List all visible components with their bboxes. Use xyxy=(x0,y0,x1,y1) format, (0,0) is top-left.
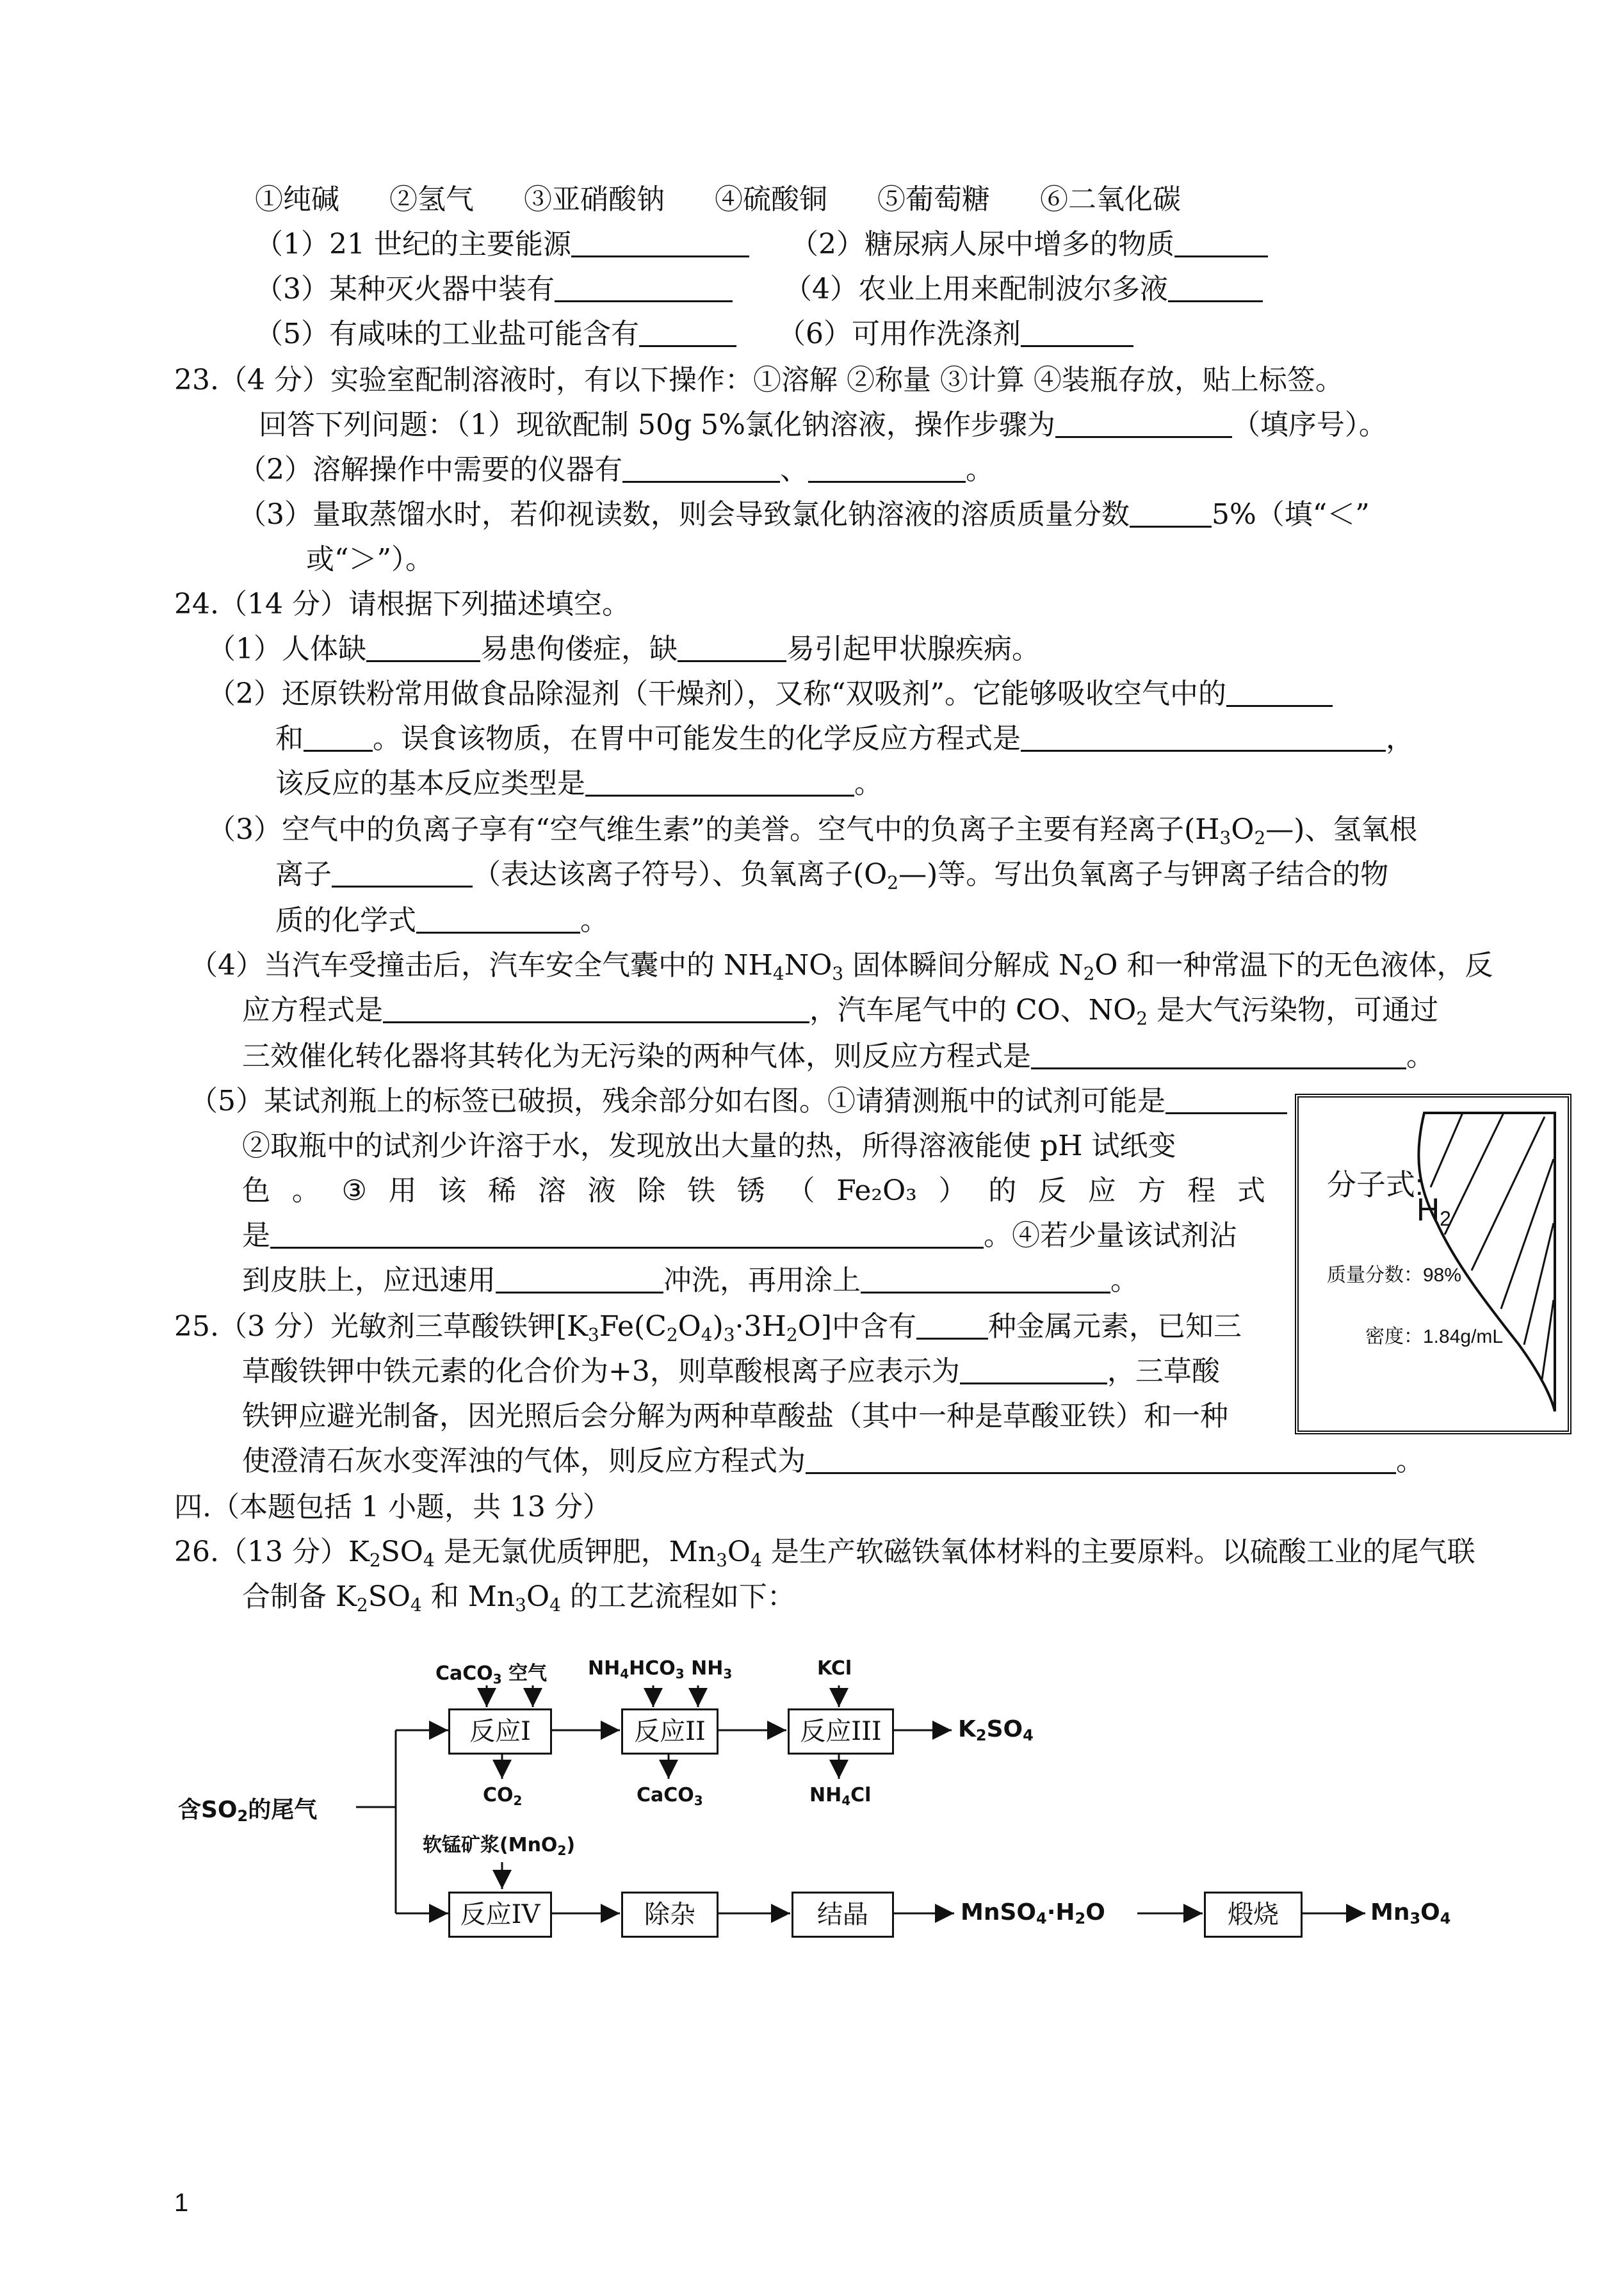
flow-text: HCO xyxy=(629,1657,676,1680)
q24-text: ， xyxy=(1386,722,1414,755)
q24-s4-line2 xyxy=(242,991,1438,1030)
section-four-heading: 四.（本题包括 1 小题，共 13 分） xyxy=(174,1491,611,1523)
q26-text: O xyxy=(526,1580,550,1613)
intermediate-mnso4-h2o xyxy=(961,1899,1105,1926)
q24-s5-char: 式 xyxy=(1237,1174,1265,1207)
q26-text: 合制备 K xyxy=(242,1580,357,1613)
flow-text: Cl xyxy=(850,1784,872,1806)
input-kcl: KCl xyxy=(817,1657,852,1680)
subscript: 3 xyxy=(515,1594,526,1616)
q22-item3: （3）某种灭火器中装有 xyxy=(255,273,555,305)
subscript: 3 xyxy=(832,963,844,984)
flow-text: NH xyxy=(809,1784,842,1806)
answer-blank[interactable] xyxy=(496,1263,663,1293)
flow-text: ·H xyxy=(1046,1899,1075,1926)
q24-s3-line2 xyxy=(275,856,1388,894)
q25-text: O xyxy=(678,1310,701,1343)
purify-box: 除杂 xyxy=(621,1892,719,1938)
option-4: ④硫酸铜 xyxy=(715,183,827,216)
q24-text: ，汽车尾气中的 CO、NO xyxy=(809,994,1137,1026)
subscript: 2 xyxy=(1083,963,1095,984)
q26-text: 是无氯优质钾肥，Mn xyxy=(434,1536,717,1568)
q25-text: 25.（3 分）光敏剂三草酸铁钾[K xyxy=(174,1310,588,1343)
label-formula xyxy=(1417,1191,1451,1228)
input-pyrolusite-slurry xyxy=(423,1829,575,1857)
subscript: 4 xyxy=(772,963,784,984)
q24-text: O xyxy=(1231,813,1255,846)
q24-text: （1）人体缺 xyxy=(207,633,366,665)
subscript: 2 xyxy=(975,1726,987,1744)
q22-item5: （5）有咸味的工业盐可能含有 xyxy=(255,318,639,350)
subscript: 3 xyxy=(694,1793,703,1808)
q23-text: 5%（填“＜” xyxy=(1212,498,1370,531)
q24-s5-char: 用 xyxy=(388,1174,417,1207)
q22-item2: （2）糖尿病人尿中增多的物质 xyxy=(790,228,1174,261)
q22-item6: （6）可用作洗涤剂 xyxy=(777,318,1021,350)
q24-s5-char: ） xyxy=(938,1174,967,1207)
flow-text: 的尾气 xyxy=(248,1797,318,1823)
flow-text: 软锰矿浆(MnO xyxy=(423,1834,558,1856)
label-mass-fraction: 质量分数：98% xyxy=(1327,1265,1462,1286)
flow-text: SO xyxy=(986,1716,1023,1742)
answer-blank[interactable] xyxy=(622,453,780,483)
q26-line1 xyxy=(174,1533,1475,1571)
subscript: 4 xyxy=(620,1666,629,1682)
q26-text: SO xyxy=(368,1580,410,1613)
label-formula-caption: 分子式: xyxy=(1327,1168,1424,1201)
subscript: 4 xyxy=(751,1550,762,1571)
subscript: 2 xyxy=(786,1324,798,1345)
q22-row2 xyxy=(255,270,1263,309)
q24-text: 应方程式是 xyxy=(242,994,383,1026)
subscript: 2 xyxy=(356,1594,368,1616)
q24-text: （5）某试剂瓶上的标签已破损，残余部分如右图。①请猜测瓶中的试剂可能是 xyxy=(190,1085,1165,1117)
q23-text: 、 xyxy=(780,453,808,486)
q24-text: （3）空气中的负离子享有“空气维生素”的美誉。空气中的负离子主要有羟离子(H xyxy=(207,813,1220,846)
flow-text: NH xyxy=(684,1657,724,1680)
subscript: 2 xyxy=(1440,1207,1451,1230)
subscript: 3 xyxy=(723,1324,735,1345)
subscript: 3 xyxy=(675,1666,685,1682)
q24-s5-char: 应 xyxy=(1087,1174,1116,1207)
q22-item1: （1）21 世纪的主要能源 xyxy=(255,228,571,261)
answer-blank[interactable] xyxy=(1021,317,1133,347)
answer-blank[interactable] xyxy=(1055,408,1232,438)
q25-text: ·3H xyxy=(735,1310,786,1343)
subscript: 4 xyxy=(1440,1910,1451,1927)
q25-line4 xyxy=(242,1442,1424,1480)
options-line xyxy=(255,181,1181,219)
answer-blank[interactable] xyxy=(1168,272,1263,302)
q24-s5-line2: ②取瓶中的试剂少许溶于水，发现放出大量的热，所得溶液能使 pH 试纸变 xyxy=(242,1130,1176,1162)
q24-text: 易患佝偻症，缺 xyxy=(480,633,678,665)
flow-text: Mn xyxy=(1370,1899,1410,1926)
q24-s5-char: 色 xyxy=(242,1174,270,1207)
answer-blank[interactable] xyxy=(806,1444,1396,1474)
q25-text: 种金属元素，已知三 xyxy=(988,1310,1242,1343)
q25-text: 草酸铁钾中铁元素的化合价为+3，则草酸根离子应表示为 xyxy=(242,1355,960,1388)
subscript: 3 xyxy=(1219,827,1231,848)
subscript: 3 xyxy=(1409,1910,1421,1927)
q24-s5-line4 xyxy=(242,1217,1237,1255)
q22-item4: （4）农业上用来配制波尔多液 xyxy=(784,273,1168,305)
product-mn3o4 xyxy=(1370,1899,1450,1926)
input-nh4hco3-nh3 xyxy=(588,1657,732,1680)
q24-text: （2）还原铁粉常用做食品除湿剂（干燥剂），又称“双吸剂”。它能够吸收空气中的 xyxy=(207,677,1226,710)
subscript: 2 xyxy=(557,1843,567,1858)
q23-text: 。 xyxy=(966,453,994,486)
q24-text: 。 xyxy=(854,767,882,800)
q24-s5-char: 。 xyxy=(291,1174,320,1207)
flow-text: O xyxy=(1085,1899,1105,1926)
q23-line2 xyxy=(238,451,994,489)
q24-s5-char: 除 xyxy=(637,1174,666,1207)
q24-text: （表达该离子符号）、负氧离子(O xyxy=(473,858,888,891)
subscript: 3 xyxy=(716,1550,727,1571)
q24-s4-line1 xyxy=(190,946,1493,985)
q24-heading: 24.（14 分）请根据下列描述填空。 xyxy=(174,588,630,620)
q25-text: ，三草酸 xyxy=(1107,1355,1220,1388)
label-density: 密度：1.84g/mL xyxy=(1365,1326,1504,1347)
subscript: 4 xyxy=(423,1550,435,1571)
flow-text: NH xyxy=(588,1657,621,1680)
q24-s5-char: 程 xyxy=(1187,1174,1216,1207)
q24-s3-line1 xyxy=(207,811,1417,849)
flow-text: CaCO xyxy=(637,1784,694,1806)
answer-blank[interactable] xyxy=(916,1310,988,1340)
q26-text: SO xyxy=(380,1536,423,1568)
q26-text: 和 Mn xyxy=(421,1580,516,1613)
q24-s5-line1 xyxy=(190,1082,1287,1121)
q23-text: （2）溶解操作中需要的仪器有 xyxy=(238,453,622,486)
reactor-1-box: 反应I xyxy=(448,1708,552,1755)
q24-s4-line3 xyxy=(242,1037,1434,1076)
subscript: 4 xyxy=(1035,1910,1047,1927)
q24-text: 是 xyxy=(242,1219,270,1252)
q24-text: 。 xyxy=(580,904,608,937)
q23-text: （3）量取蒸馏水时，若仰视读数，则会导致氯化钠溶液的溶质质量分数 xyxy=(238,498,1130,531)
q24-s2-line1 xyxy=(207,675,1333,713)
q25-line2 xyxy=(242,1352,1220,1391)
q24-s5-char: 该 xyxy=(438,1174,467,1207)
crystallize-box: 结晶 xyxy=(792,1892,894,1938)
q25-text: Fe(C xyxy=(599,1310,667,1343)
answer-blank[interactable] xyxy=(332,857,473,888)
q26-text: 26.（13 分）K xyxy=(174,1536,369,1568)
q24-text: 。④若少量该试剂沾 xyxy=(984,1219,1237,1252)
output-co2 xyxy=(483,1784,522,1806)
reagent-label-figure xyxy=(1295,1094,1571,1434)
answer-blank[interactable] xyxy=(555,272,733,302)
flow-text: CO xyxy=(483,1784,514,1806)
flow-text: O xyxy=(1420,1899,1440,1926)
q23-line1 xyxy=(259,406,1387,444)
q24-s5-line5 xyxy=(242,1261,1139,1300)
subscript: 2 xyxy=(666,1324,678,1345)
q24-text: 易引起甲状腺疾病。 xyxy=(786,633,1040,665)
q23-heading: 23.（4 分）实验室配制溶液时，有以下操作：①溶解 ②称量 ③计算 ④装瓶存放，贴上标签。 xyxy=(174,364,1344,396)
q26-line2 xyxy=(242,1578,795,1616)
q24-text: 是大气污染物，可通过 xyxy=(1148,994,1439,1026)
q25-text: 使澄清石灰水变浑浊的气体，则反应方程式为 xyxy=(242,1445,806,1477)
q24-s3-line3 xyxy=(275,902,608,940)
q24-s5-char: 锈 xyxy=(736,1174,765,1207)
flow-text: MnSO xyxy=(961,1899,1036,1926)
answer-blank[interactable] xyxy=(1165,1084,1287,1114)
q24-text: O 和一种常温下的无色液体，反 xyxy=(1094,949,1493,982)
subscript: 3 xyxy=(588,1324,599,1345)
page-number: 1 xyxy=(174,2189,189,2217)
answer-blank[interactable] xyxy=(678,632,786,662)
answer-blank[interactable] xyxy=(861,1263,1110,1293)
answer-blank[interactable] xyxy=(960,1354,1107,1384)
subscript: 3 xyxy=(723,1666,733,1682)
q23-text: 回答下列问题：（1）现欲配制 50g 5%氯化钠溶液，操作步骤为 xyxy=(259,409,1055,441)
q24-text: （4）当汽车受撞击后，汽车安全气囊中的 NH xyxy=(190,949,773,982)
q24-s5-char: 方 xyxy=(1137,1174,1166,1207)
reactor-2-box: 反应II xyxy=(621,1708,719,1755)
q26-text: 是生产软磁铁氧体材料的主要原料。以硫酸工业的尾气联 xyxy=(761,1536,1475,1568)
q24-s1 xyxy=(207,630,1040,669)
subscript: 4 xyxy=(410,1594,422,1616)
flow-text: CaCO xyxy=(435,1662,493,1685)
q24-s5-char: 铁 xyxy=(687,1174,716,1207)
answer-blank[interactable] xyxy=(270,1219,984,1249)
option-5: ⑤葡萄糖 xyxy=(877,183,990,216)
q24-text: —)、氢氧根 xyxy=(1265,813,1418,846)
subscript: 2 xyxy=(1075,1910,1086,1927)
q24-text: 固体瞬间分解成 N xyxy=(843,949,1084,982)
q24-s5-char: 稀 xyxy=(488,1174,517,1207)
flow-text: 含SO xyxy=(178,1797,238,1823)
answer-blank[interactable] xyxy=(1174,227,1268,257)
q23-line4: 或“＞”）。 xyxy=(306,543,434,576)
q25-line3: 铁钾应避光制备，因光照后会分解为两种草酸盐（其中一种是草酸亚铁）和一种 xyxy=(242,1400,1228,1432)
q24-text: 质的化学式 xyxy=(275,904,416,937)
q24-text: 。 xyxy=(1110,1264,1139,1297)
option-1: ①纯碱 xyxy=(255,183,339,216)
input-caco3-air xyxy=(435,1657,547,1685)
answer-blank[interactable] xyxy=(416,904,580,934)
q26-text: O xyxy=(727,1536,751,1568)
q24-text: NO xyxy=(784,949,832,982)
q24-s2-line3 xyxy=(275,765,882,803)
answer-blank[interactable] xyxy=(808,453,966,483)
q22-row1 xyxy=(255,225,1268,264)
feed-gas-label xyxy=(178,1792,317,1824)
answer-blank[interactable] xyxy=(1226,677,1333,707)
subscript: 2 xyxy=(237,1807,248,1825)
answer-blank[interactable] xyxy=(366,632,480,662)
subscript: 2 xyxy=(887,872,899,893)
answer-blank[interactable] xyxy=(585,766,854,797)
subscript: 4 xyxy=(549,1594,561,1616)
q24-text: 。 xyxy=(1406,1040,1434,1073)
subscript: 4 xyxy=(1023,1726,1034,1744)
q24-text: 三效催化转化器将其转化为无污染的两种气体，则反应方程式是 xyxy=(242,1040,1031,1073)
calcine-box: 煅烧 xyxy=(1204,1892,1303,1938)
q24-text: 冲洗，再用涂上 xyxy=(663,1264,861,1297)
subscript: 3 xyxy=(492,1671,502,1687)
reactor-3-box: 反应III xyxy=(788,1708,894,1755)
subscript: 4 xyxy=(701,1324,713,1345)
subscript: 2 xyxy=(1136,1008,1148,1029)
flow-text: K xyxy=(958,1716,976,1742)
answer-blank[interactable] xyxy=(1130,498,1212,528)
option-6: ⑥二氧化碳 xyxy=(1040,183,1181,216)
q24-s2-line2 xyxy=(275,720,1414,758)
q25-line1 xyxy=(174,1308,1242,1346)
q24-s5-char: 溶 xyxy=(537,1174,566,1207)
q24-s5-char: 液 xyxy=(587,1174,616,1207)
formula-text: H xyxy=(1417,1192,1440,1228)
q25-text: ) xyxy=(712,1310,724,1343)
q24-text: 。误食该物质，在胃中可能发生的化学反应方程式是 xyxy=(373,722,1021,755)
output-nh4cl xyxy=(809,1784,871,1806)
reactor-4-box: 反应IV xyxy=(448,1892,552,1938)
q24-text: 离子 xyxy=(275,858,332,891)
option-3: ③亚硝酸钠 xyxy=(524,183,665,216)
q24-s5-char: Fe₂O₃ xyxy=(836,1174,917,1207)
answer-blank[interactable] xyxy=(304,722,373,752)
q23-line3 xyxy=(238,496,1370,534)
q24-text: 到皮肤上，应迅速用 xyxy=(242,1264,496,1297)
q24-s5-char: 反 xyxy=(1037,1174,1066,1207)
q24-s5-line3 xyxy=(242,1172,1265,1210)
q25-text: O]中含有 xyxy=(797,1310,916,1343)
q24-s5-char: 的 xyxy=(988,1174,1017,1207)
q24-text: 该反应的基本反应类型是 xyxy=(275,767,585,800)
answer-blank[interactable] xyxy=(383,993,809,1023)
q26-text: 的工艺流程如下： xyxy=(560,1580,795,1613)
q22-row3 xyxy=(255,315,1133,353)
subscript: 2 xyxy=(369,1550,381,1571)
product-k2so4 xyxy=(958,1716,1034,1742)
output-caco3 xyxy=(637,1784,703,1806)
flow-text: 空气 xyxy=(501,1662,548,1685)
subscript: 4 xyxy=(841,1793,851,1808)
q25-text: 。 xyxy=(1396,1445,1424,1477)
answer-blank[interactable] xyxy=(1021,722,1386,752)
q24-s5-char: （ xyxy=(786,1174,815,1207)
answer-blank[interactable] xyxy=(639,317,736,347)
subscript: 2 xyxy=(513,1793,523,1808)
q24-text: —)等。写出负氧离子与钾离子结合的物 xyxy=(898,858,1389,891)
answer-blank[interactable] xyxy=(1031,1039,1406,1069)
q23-text: （填序号）。 xyxy=(1231,409,1387,441)
option-2: ②氢气 xyxy=(389,183,474,216)
answer-blank[interactable] xyxy=(571,227,749,257)
flow-text: ) xyxy=(566,1834,576,1856)
q24-s5-char: ③ xyxy=(341,1174,367,1207)
q24-text: 和 xyxy=(275,722,304,755)
subscript: 2 xyxy=(1254,827,1266,848)
